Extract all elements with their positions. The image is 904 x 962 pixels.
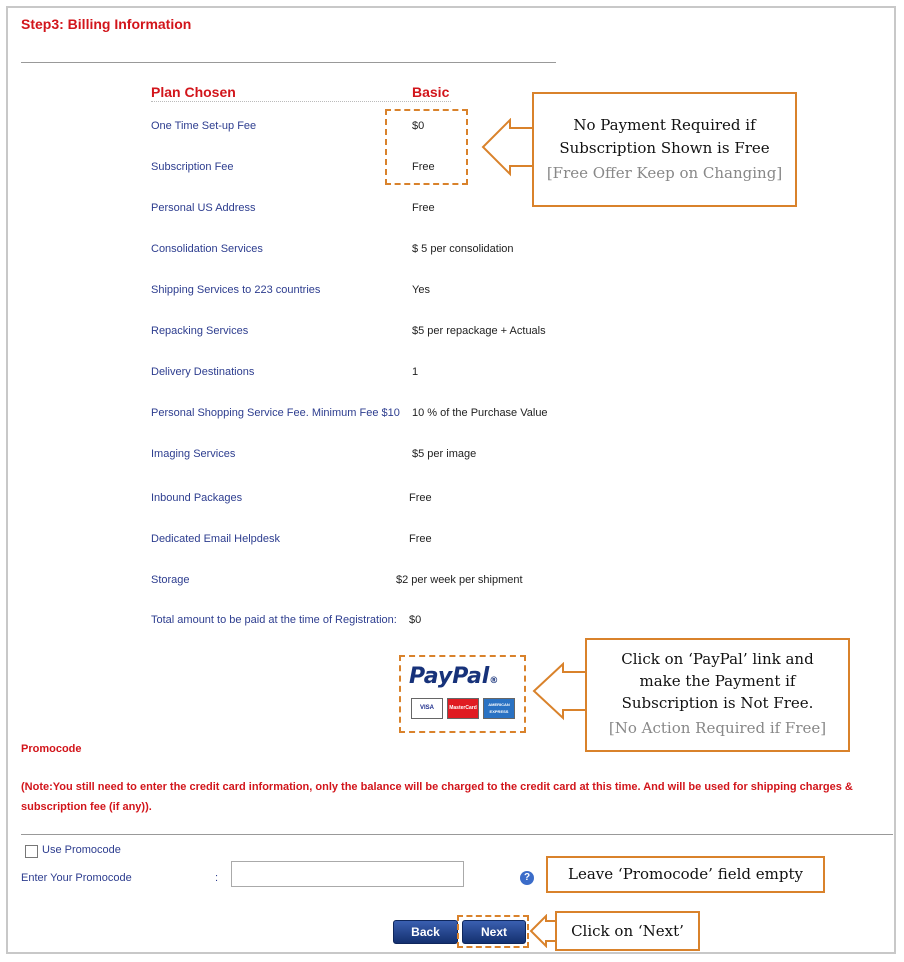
callout-promocode-line1: Leave ‘Promocode’ field empty [568,865,803,883]
row-label-shipping: Shipping Services to 223 countries [151,284,321,296]
row-label-inbound: Inbound Packages [151,492,243,504]
callout-free-line3: [Free Offer Keep on Changing] [546,164,783,182]
callout-next-notice [555,911,700,951]
promocode-divider [21,834,893,835]
row-value-inbound: Free [409,492,432,504]
row-value-total: $0 [409,614,422,626]
row-value-helpdesk: Free [409,533,432,545]
back-button[interactable]: Back [393,920,458,944]
row-value-imaging: $5 per image [412,448,477,460]
visa-card-icon: VISA [411,698,443,719]
row-value-setup-fee: $0 [412,120,425,132]
paypal-button[interactable] [406,662,518,726]
row-label-helpdesk: Dedicated Email Helpdesk [151,533,281,545]
row-label-subscription-fee: Subscription Fee [151,161,234,173]
callout-arrow-paypal [531,662,589,722]
callout-paypal-line3: Subscription is Not Free. [621,694,814,712]
callout-free-line1: No Payment Required if [573,116,756,134]
callout-free-notice [532,92,797,207]
row-label-destinations: Delivery Destinations [151,366,255,378]
callout-next-line1: Click on ‘Next’ [571,922,684,940]
callout-promocode-notice [546,856,825,893]
row-value-storage: $2 per week per shipment [396,574,523,586]
mastercard-card-icon: MasterCard [447,698,479,719]
row-label-imaging: Imaging Services [151,448,236,460]
promocode-title: Promocode [21,743,82,755]
promocode-field-label: Enter Your Promocode [21,872,132,884]
callout-arrow-free [480,118,536,178]
plan-name: Basic [412,84,450,100]
row-label-consolidation: Consolidation Services [151,243,263,255]
next-button[interactable]: Next [462,920,526,944]
row-value-subscription-fee: Free [412,161,435,173]
row-value-repacking: $5 per repackage + Actuals [412,325,546,337]
row-label-total: Total amount to be paid at the time of Registration: [151,614,397,626]
callout-free-line2: Subscription Shown is Free [559,139,770,157]
fee-highlight-box [385,109,468,185]
row-label-shopping-fee: Personal Shopping Service Fee. Minimum Fee $10 [151,407,400,419]
callout-paypal-line4: [No Action Required if Free] [608,719,827,737]
callout-paypal-line1: Click on ‘PayPal’ link and [621,650,814,668]
row-value-us-address: Free [412,202,435,214]
promocode-input[interactable] [231,861,464,887]
help-icon[interactable]: ? [520,871,534,885]
paypal-logo: PayPal® [409,664,499,689]
row-label-setup-fee: One Time Set-up Fee [151,120,257,132]
use-promocode-label: Use Promocode [42,844,121,856]
title-divider [21,62,556,63]
row-value-shopping-fee: 10 % of the Purchase Value [412,407,548,419]
page-title: Step3: Billing Information [21,16,192,32]
row-label-us-address: Personal US Address [151,202,256,214]
row-value-destinations: 1 [412,366,419,378]
callout-paypal-notice [585,638,850,752]
plan-header-divider [151,101,451,102]
row-label-repacking: Repacking Services [151,325,249,337]
plan-chosen-label: Plan Chosen [151,84,236,100]
row-value-consolidation: $ 5 per consolidation [412,243,514,255]
use-promocode-checkbox[interactable] [25,845,38,858]
callout-paypal-line2: make the Payment if [639,672,796,690]
promocode-note: (Note:You still need to enter the credit card information, only the balance will be charged to the credit card at this time. And will be used for shipping charges & subscription fee (if any)). [21,781,853,813]
row-label-storage: Storage [151,574,190,586]
promocode-field-colon: : [215,872,219,884]
amex-card-icon: AMERICAN EXPRESS [483,698,515,719]
row-value-shipping: Yes [412,284,430,296]
